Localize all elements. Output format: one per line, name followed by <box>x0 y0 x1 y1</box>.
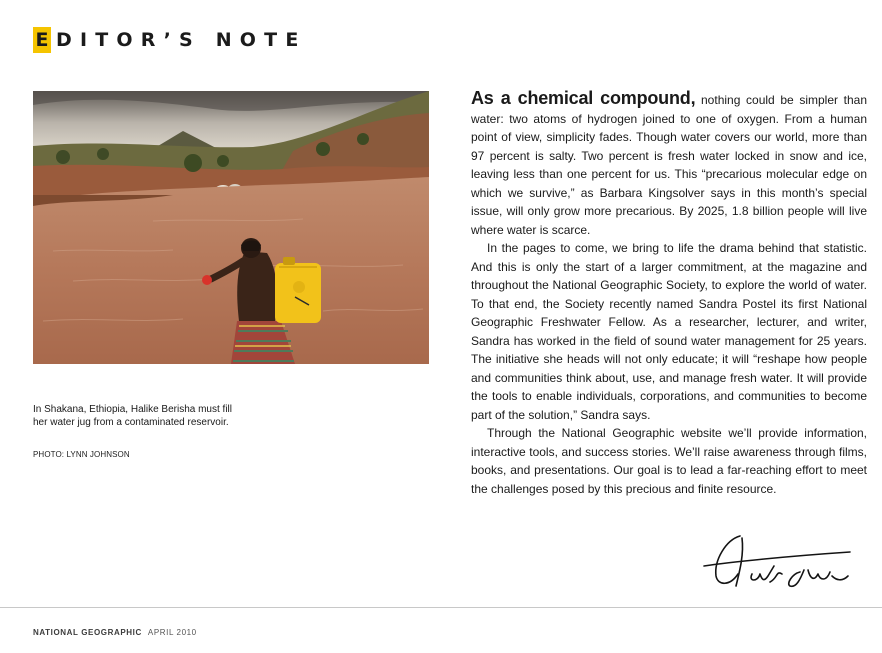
footer-brand: NATIONAL GEOGRAPHIC <box>33 628 142 637</box>
article-paragraph-2: In the pages to come, we bring to life the drama behind that statistic. And this is only the start of a larger commitment, at the magazine and throughout the National Geographic Society, to explore the world of water. To that end, the Society recently named Sandra Postel its first National Geographic Freshwater Fellow. As a researcher, lecturer, and writer, Sandra has worked in the field of sound water management for 25 years. The initiative she heads will not only educate; it will “reshape how people and communities think about, use, and manage fresh water. It will provide the tools to enable individuals, corporations, and communities to become part of the solution,” Sandra says. <box>471 241 867 422</box>
page-footer <box>33 628 197 637</box>
lead-in: As a chemical compound, <box>471 88 696 108</box>
photo-woman-at-reservoir <box>33 91 429 364</box>
editors-note-heading <box>33 27 307 53</box>
editor-signature <box>700 530 860 592</box>
footer-issue-date: APRIL 2010 <box>147 628 197 637</box>
article-paragraph-1 <box>471 89 867 239</box>
article-paragraph-3: Through the National Geographic website we’ll provide information, interactive tools, and success stories. We’ll raise awareness through films, books, and presentations. Our goal is to lead a far-reaching effort to meet the challenges posed by this precious and finite resource. <box>471 426 867 496</box>
heading-text: DITOR’S NOTE <box>56 29 307 51</box>
paragraph-1-text: nothing could be simpler than water: two atoms of hydrogen joined to one of oxygen. From a human point of view, simplicity fades. Though water covers our world, more than 97 percent is salty. Two percent is fresh water locked in snow and ice, leaving less than one percent for us. This “precarious molecular edge on which we survive,” as Barbara Kingsolver says in this month’s special issue, will only grow more precarious. By 2025, 1.8 billion people will live where water is scarce. <box>471 93 867 237</box>
footer-rule <box>0 607 882 608</box>
photo-credit: PHOTO: LYNN JOHNSON <box>33 450 130 459</box>
editors-note-body <box>471 89 867 498</box>
photo-caption: In Shakana, Ethiopia, Halike Berisha must fill her water jug from a contaminated reservoir. <box>33 404 232 428</box>
heading-initial-highlight: E <box>33 27 51 53</box>
